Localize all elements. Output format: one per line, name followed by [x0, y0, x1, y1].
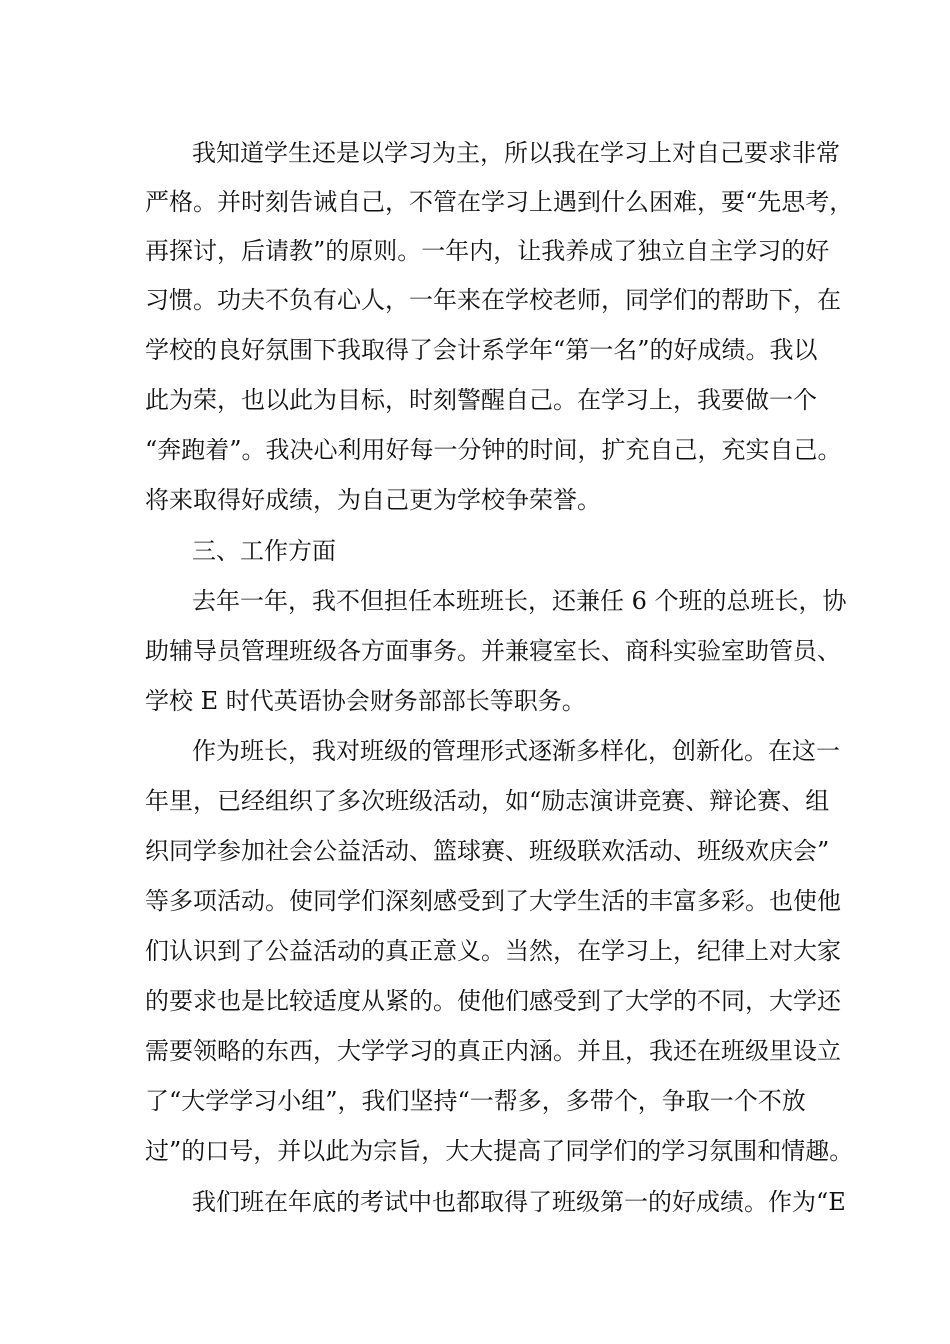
paragraph-line: 了“大学学习小组”，我们坚持“一帮多，多带个，争取一个不放	[145, 1087, 806, 1115]
paragraph-line: 们认识到了公益活动的真正意义。当然，在学习上，纪律上对大家	[145, 937, 841, 965]
paragraph-line: 作为班长，我对班级的管理形式逐渐多样化，创新化。在这一	[192, 737, 840, 765]
paragraph-line: 等多项活动。使同学们深刻感受到了大学生活的丰富多彩。也使他	[145, 887, 841, 915]
paragraph-line: 我们班在年底的考试中也都取得了班级第一的好成绩。作为“E	[192, 1188, 846, 1216]
paragraph-line: 我知道学生还是以学习为主，所以我在学习上对自己要求非常	[192, 139, 840, 167]
paragraph-line: 过”的口号，并以此为宗旨，大大提高了同学们的学习氛围和情趣。	[145, 1137, 854, 1165]
paragraph-line: 织同学参加社会公益活动、篮球赛、班级联欢活动、班级欢庆会”	[145, 837, 830, 865]
paragraph-line: 需要领略的东西，大学学习的真正内涵。并且，我还在班级里设立	[145, 1037, 841, 1065]
paragraph-line: “奔跑着”。我决心利用好每一分钟的时间，扩充自己，充实自己。	[145, 436, 842, 464]
paragraph-line: 助辅导员管理班级各方面事务。并兼寝室长、商科实验室助管员、	[145, 637, 841, 665]
paragraph-line: 习惯。功夫不负有心人，一年来在学校老师，同学们的帮助下，在	[145, 286, 841, 314]
paragraph-line: 学校的良好氛围下我取得了会计系学年“第一名”的好成绩。我以	[145, 336, 818, 364]
section-heading: 三、工作方面	[192, 537, 336, 565]
paragraph-line: 的要求也是比较适度从紧的。使他们感受到了大学的不同，大学还	[145, 987, 841, 1015]
paragraph-line: 此为荣，也以此为目标，时刻警醒自己。在学习上，我要做一个	[145, 386, 817, 414]
paragraph-line: 学校 E 时代英语协会财务部部长等职务。	[145, 687, 586, 715]
paragraph-line: 将来取得好成绩，为自己更为学校争荣誉。	[145, 486, 601, 514]
paragraph-line: 年里，已经组织了多次班级活动，如“励志演讲竞赛、辩论赛、组	[145, 787, 830, 815]
paragraph-line: 再探讨，后请教”的原则。一年内，让我养成了独立自主学习的好	[145, 237, 830, 265]
paragraph-line: 去年一年，我不但担任本班班长，还兼任 6 个班的总班长，协	[192, 587, 847, 615]
paragraph-line: 严格。并时刻告诫自己，不管在学习上遇到什么困难，要“先思考，	[145, 188, 854, 216]
